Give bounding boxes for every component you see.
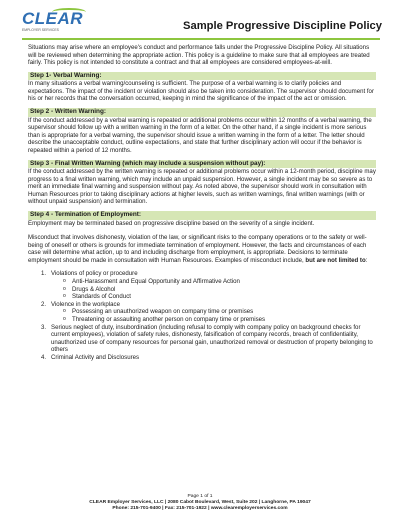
sub-list-item-text: Anti-Harassment and Equal Opportunity and Affirmative Action <box>72 278 240 286</box>
misconduct-text: Misconduct that involves dishonesty, violation of the law, or significant risks to the company operations or to the safety or well-being of oneself or others is grounds for immediate termination of employment. However, the facts and circumstances of each case will determine what action, up to and including discharge from employment, is appropriate. Decisions to terminate employment should be made in consultation with Human Resources. Examples of misconduct include, <box>28 234 367 264</box>
circle-bullet-icon: o <box>63 278 66 285</box>
sub-list-item <box>63 286 376 294</box>
sub-list <box>63 278 376 301</box>
page-number: Page 1 of 1 <box>187 494 213 499</box>
list-item-number: 3. <box>41 323 47 331</box>
list-item-number: 4. <box>41 354 47 361</box>
footer-contact: Phone: 215-701-9400 | Fax: 215-701-1922 | www.clearemployerservices.com <box>112 506 288 512</box>
circle-bullet-icon: o <box>63 293 66 300</box>
sub-list-item <box>63 278 376 286</box>
sub-list-item-text: Drugs & Alcohol <box>72 285 116 293</box>
list-item-text: Serious neglect of duty, insubordination (including refusal to comply with company policy on background checks for current employees), violation of safety rules, dishonesty, falsification of company records, breach of confidentiality, unauthorized use of company resources for personal gain, unauthorized removal or destruction of property belonging to others <box>51 323 373 354</box>
list-item <box>41 354 376 362</box>
sub-list-item <box>63 316 376 324</box>
section-heading-step-1: Step 1- Verbal Warning: <box>28 72 376 81</box>
document-body <box>28 44 376 362</box>
list-item-text: Violence in the workplace <box>51 300 120 308</box>
sub-list-item <box>63 293 376 301</box>
violations-list <box>41 270 376 361</box>
misconduct-end: : <box>365 256 368 264</box>
logo-subtitle: EMPLOYER SERVICES <box>22 28 59 32</box>
intro-paragraph: Situations may arise where an employee's conduct and performance falls under the Progressive Discipline Policy. All situations will be reviewed when determining the appropriate action. This policy is a guideline to make sure that all employees are treated fairly. This policy is not intended to constitute a contract and that all employees are considered employees-at-will. <box>28 44 370 67</box>
spacer <box>28 227 376 234</box>
section-body-step-1: In many situations a verbal warning/counseling is sufficient. The purpose of a verbal warning is to clarify policies and expectations. The impact of the incident or violation should also be taken into consideration. The supervisor should document for his or her records that the conversation occurred, keeping in mind the significance of the impact of the act or omission. <box>28 80 374 103</box>
section-body-step-4: Employment may be terminated based on progressive discipline based on the severity of a single incident. <box>28 219 315 227</box>
sub-list-item-text: Possessing an unauthorized weapon on company time or premises <box>72 308 254 316</box>
header-divider <box>22 38 380 40</box>
page-footer <box>0 494 400 513</box>
list-item <box>41 270 376 300</box>
logo-swoosh-icon <box>52 8 86 16</box>
misconduct-emphasis: but are not limited to <box>305 256 366 264</box>
section-body-step-2: If the conduct addressed by a verbal warning is repeated or additional problems occur within 12 months of a verbal warning, the supervisor should follow up with a written warning in the form of a letter. On the other hand, if a single incident is more serious than is appropriate for a verbal warning, the supervisor should issue a written warning in the form of a letter. The letter should describe the unacceptable conduct, outline expectations, and state that further disciplinary action will occur if the behavior is repeated within a period of 12 months. <box>28 116 372 154</box>
list-item-number: 2. <box>41 300 47 308</box>
list-item <box>41 301 376 324</box>
misconduct-paragraph <box>28 234 376 264</box>
circle-bullet-icon: o <box>63 308 66 315</box>
footer-company-address: CLEAR Employer Services, LLC | 2080 Cabot Boulevard, West, Suite 202 | Langhorne, PA 19047 <box>89 500 311 506</box>
document-title: Sample Progressive Discipline Policy <box>183 20 382 32</box>
section-heading-step-4: Step 4 - Termination of Employment: <box>28 211 376 220</box>
company-logo <box>22 10 92 40</box>
logo-wordmark: CLEAR <box>22 9 84 28</box>
section-heading-step-2: Step 2 - Written Warning: <box>28 108 376 117</box>
section-heading-step-3: Step 3 - Final Written Warning (which may include a suspension without pay): <box>28 160 376 169</box>
circle-bullet-icon: o <box>63 316 66 323</box>
sub-list <box>63 308 376 323</box>
sub-list-item-text: Standards of Conduct <box>72 293 131 301</box>
list-item-text: Violations of policy or procedure <box>51 270 138 278</box>
sub-list-item-text: Threatening or assaulting another person on company time or premises <box>72 316 266 324</box>
list-item-number: 1. <box>41 270 47 278</box>
list-item-text: Criminal Activity and Disclosures <box>51 354 140 361</box>
circle-bullet-icon: o <box>63 285 66 292</box>
list-item <box>41 324 376 354</box>
section-body-step-3: If the conduct addressed by the written warning is repeated or additional problems occur within a 12-month period, discipline may progress to a final written warning, which may include an unpaid suspension. However, a single incident may be so severe as to merit an immediate final warning and suspension without pay. As noted above, the supervisor should work in consultation with Human Resources prior to taking disciplinary actions at higher levels, such as written warnings, final written warnings (with or without unpaid suspension) and termination. <box>28 168 376 206</box>
sub-list-item <box>63 308 376 316</box>
